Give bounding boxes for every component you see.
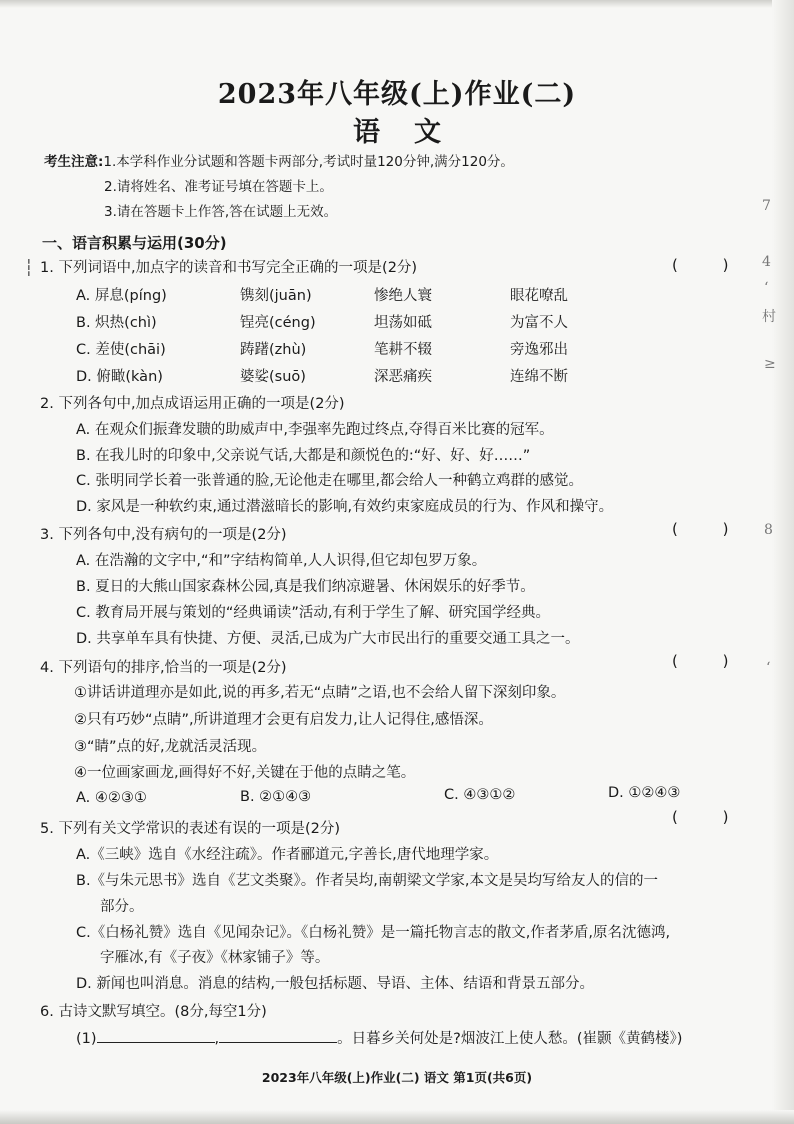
bleed-mark: 4 bbox=[762, 254, 771, 270]
sentence-line: ③“睛”点的好,龙就活灵活现。 bbox=[74, 739, 267, 755]
option-cell: 眼花嘹乱 bbox=[510, 288, 568, 304]
option-cell: D. 俯瞰(kàn) bbox=[76, 369, 163, 385]
item-number: (1) bbox=[76, 1031, 97, 1047]
answer-paren: ( ) bbox=[672, 652, 749, 670]
option-cell: 踌躇(zhù) bbox=[240, 342, 307, 358]
sentence-line: ②只有巧妙“点睛”,所讲道理才会更有启发力,让人记得住,感悟深。 bbox=[74, 712, 493, 728]
option-line: D. 共享单车具有快捷、方便、灵活,已成为广大市民出行的重要交通工具之一。 bbox=[76, 631, 580, 647]
exam-notes bbox=[44, 150, 514, 225]
option-cell: 镌刻(juān) bbox=[240, 288, 312, 304]
option-line: C. 张明同学长着一张普通的脸,无论他走在哪里,都会给人一种鹤立鸡群的感觉。 bbox=[76, 473, 584, 489]
note-item: 1.本学科作业分试题和答题卡两部分,考试时量120分钟,满分120分。 bbox=[103, 154, 514, 170]
option-line: A.《三峡》选自《水经注疏》。作者郦道元,字善长,唐代地理学家。 bbox=[76, 847, 499, 863]
option-line: D. 新闻也叫消息。消息的结构,一般包括标题、导语、主体、结语和背景五部分。 bbox=[76, 976, 594, 992]
scan-edge-right bbox=[772, 0, 794, 1124]
answer-blank[interactable] bbox=[219, 1028, 337, 1043]
option-cell: A. 屏息(píng) bbox=[76, 288, 167, 304]
option-line: 部分。 bbox=[100, 899, 144, 915]
scan-edge-top bbox=[0, 0, 794, 8]
page-footer: 2023年八年级(上)作业(二) 语文 第1页(共6页) bbox=[261, 1070, 533, 1085]
sentence-line: ④一位画家画龙,画得好不好,关键在于他的点睛之笔。 bbox=[74, 765, 416, 781]
page-title: 2023年八年级(上)作业(二) bbox=[217, 79, 577, 110]
answer-blank[interactable] bbox=[97, 1028, 215, 1043]
answer-paren: ( ) bbox=[672, 520, 749, 538]
fill-blank-line bbox=[76, 1027, 682, 1048]
option-cell: 旁逸邪出 bbox=[510, 342, 568, 358]
blank-separator: , bbox=[214, 1031, 220, 1047]
section-heading: 一、语言积累与运用(30分) bbox=[42, 234, 227, 252]
bleed-mark: ≥ bbox=[764, 356, 776, 372]
option-cell: D. ①②④③ bbox=[608, 785, 681, 801]
bleed-mark: 村 bbox=[762, 309, 776, 325]
subject-heading: 语文 bbox=[353, 117, 475, 148]
option-line: B. 在我儿时的印象中,父亲说气话,大都是和颜悦色的:“好、好、好……” bbox=[76, 448, 531, 464]
option-cell: 坦荡如砥 bbox=[374, 315, 432, 331]
question-stem: 5. 下列有关文学常识的表述有误的一项是(2分) bbox=[40, 821, 340, 837]
bleed-mark: ‘ bbox=[766, 660, 771, 676]
option-line: A. 在观众们振聋发聩的助威声中,李强率先跑过终点,夺得百米比赛的冠军。 bbox=[76, 422, 554, 438]
question-stem: 4. 下列语句的排序,恰当的一项是(2分) bbox=[40, 660, 287, 676]
option-cell: B. 炽热(chì) bbox=[76, 315, 157, 331]
note-item: 2.请将姓名、准考证号填在答题卡上。 bbox=[104, 179, 333, 195]
scan-edge-bottom bbox=[0, 1110, 794, 1124]
option-line: B. 夏日的大熊山国家森林公园,真是我们纳凉避暑、休闲娱乐的好季节。 bbox=[76, 579, 535, 595]
option-line: B.《与朱元思书》选自《艺文类聚》。作者吴均,南朝梁文学家,本文是吴均写给友人的信的一 bbox=[76, 873, 659, 889]
answer-paren: ( ) bbox=[672, 808, 749, 826]
option-line: A. 在浩瀚的文字中,“和”字结构简单,人人识得,但它却包罗万象。 bbox=[76, 553, 487, 569]
option-cell: C. 差使(chāi) bbox=[76, 342, 166, 358]
bleed-mark: 8 bbox=[764, 522, 773, 538]
option-cell: 连绵不断 bbox=[510, 369, 568, 385]
bleed-mark: ‘ bbox=[764, 280, 769, 296]
option-cell: 为富不人 bbox=[510, 315, 568, 331]
option-cell: B. ②①④③ bbox=[240, 789, 312, 805]
option-cell: A. ④②③① bbox=[76, 790, 147, 806]
answer-paren: ( ) bbox=[672, 256, 749, 274]
option-line: D. 家风是一种软约束,通过潜滋暗长的影响,有效约束家庭成员的行为、作风和操守。 bbox=[76, 499, 614, 515]
question-stem: 6. 古诗文默写填空。(8分,每空1分) bbox=[40, 1004, 267, 1020]
note-item: 3.请在答题卡上作答,答在试题上无效。 bbox=[104, 204, 338, 220]
option-cell: 婆娑(suō) bbox=[240, 369, 306, 385]
question-stem: 3. 下列各句中,没有病句的一项是(2分) bbox=[40, 527, 287, 543]
option-line: 字雁冰,有《子夜》《林家铺子》等。 bbox=[100, 950, 330, 966]
sentence-line: ①讲话讲道理亦是如此,说的再多,若无“点睛”之语,也不会给人留下深刻印象。 bbox=[74, 685, 566, 701]
option-line: C.《白杨礼赞》选自《见闻杂记》。《白杨礼赞》是一篇托物言志的散文,作者茅盾,原名沈德鸿, bbox=[76, 925, 671, 941]
option-cell: 笔耕不辍 bbox=[374, 342, 432, 358]
option-line: C. 教育局开展与策划的“经典诵读”活动,有利于学生了解、研究国学经典。 bbox=[76, 605, 550, 621]
question-stem: 2. 下列各句中,加点成语运用正确的一项是(2分) bbox=[40, 396, 345, 412]
option-cell: C. ④③①② bbox=[444, 787, 516, 803]
bleed-mark: 7 bbox=[762, 198, 771, 214]
poem-line: 。日暮乡关何处是?烟波江上使人愁。(崔颢《黄鹤楼》) bbox=[337, 1031, 683, 1047]
notes-label: 考生注意: bbox=[44, 154, 104, 170]
option-cell: 惨绝人寰 bbox=[374, 288, 432, 304]
option-cell: 锃亮(céng) bbox=[240, 315, 316, 331]
question-stem: 1. 下列词语中,加点字的读音和书写完全正确的一项是(2分) bbox=[40, 260, 418, 276]
margin-tick: ┆ bbox=[24, 258, 34, 277]
option-cell: 深恶痛疾 bbox=[374, 369, 432, 385]
